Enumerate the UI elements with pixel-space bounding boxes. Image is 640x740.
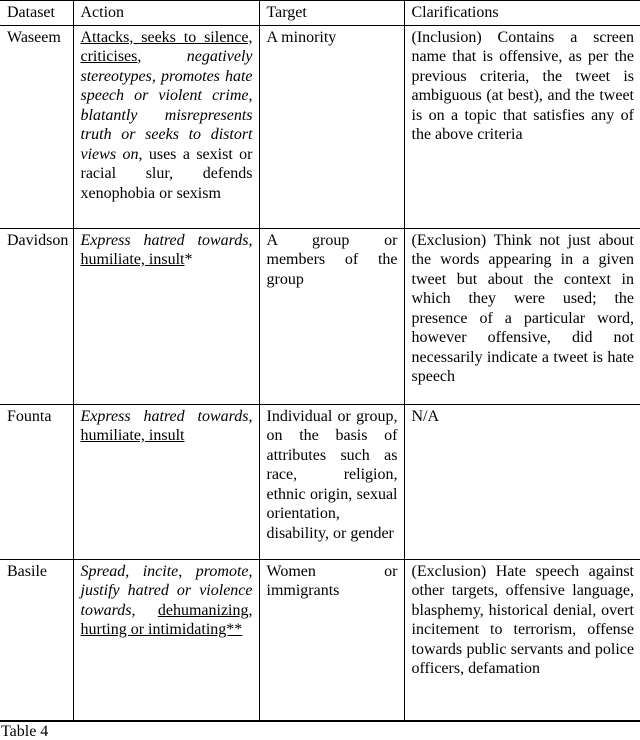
table-caption: Table 4	[1, 723, 49, 740]
table-header-row	[0, 1, 640, 26]
column-header-action: Action	[73, 1, 259, 26]
action-text-segment: *	[184, 251, 193, 268]
action-text-segment: ,	[248, 231, 253, 249]
action-text-segment: Express hatred towards	[80, 407, 249, 425]
action-text-segment: Spread, incite, promote, justify hatred or violence towards	[80, 562, 253, 619]
target-cell: Women or immigrants	[259, 559, 404, 721]
action-text-segment: humiliate, insult	[80, 427, 185, 444]
dataset-name-cell: Waseem	[7, 28, 61, 46]
clarifications-cell: (Exclusion) Hate speech against other targets, offensive language, blasphemy, historical denial, overt incitement to terrorism, offense towards public servants and police officers, defamation	[404, 559, 640, 721]
action-text-segment: , uses a sexist or racial slur, defends xenophobia or sexism	[80, 145, 253, 202]
table-row-founta	[0, 404, 640, 559]
column-header-clarifications: Clarifications	[404, 1, 640, 26]
dataset-name-cell: Davidson	[0, 228, 73, 404]
table-row-davidson	[0, 228, 640, 404]
clarifications-cell: (Exclusion) Think not just about the words appearing in a given tweet but about the context in which they were used; the presence of a particular word, however offensive, did not necessarily indicate a tweet is hate speech	[404, 228, 640, 404]
action-cell	[73, 228, 259, 404]
target-cell: Individual or group, on the basis of attributes such as race, religion, ethnic origin, sexual orientation, disability, or gender	[259, 404, 404, 559]
clarifications-cell: (Inclusion) Contains a screen name that is offensive, as per the previous criteria, the tweet is ambiguous (at best), and the tweet is on a topic that satisfies any of the above criteria	[404, 25, 640, 228]
action-text-segment: ,	[131, 601, 158, 619]
target-cell: A minority	[259, 25, 404, 228]
target-cell: A group or members of the group	[259, 228, 404, 404]
clarifications-cell: N/A	[404, 404, 640, 559]
action-text-segment: humiliate, insult	[80, 251, 185, 268]
action-text-segment: Express hatred towards	[80, 231, 249, 249]
table-row-waseem	[0, 25, 640, 228]
action-text-segment: negatively stereotypes, promotes hate speech or violent crime, blatantly misrepresents truth or seeks to distort views on	[80, 48, 253, 163]
action-text-segment: ,	[137, 48, 187, 65]
table-row-basile	[0, 559, 640, 721]
action-cell	[73, 25, 259, 228]
action-cell	[73, 559, 259, 721]
action-text-segment: Attacks, seeks to silence, criticises	[80, 28, 253, 65]
action-text-segment: ,	[248, 407, 253, 425]
action-text-segment: dehumanizing, hurting or intimidating**	[80, 601, 253, 638]
action-cell	[73, 404, 259, 559]
column-header-dataset: Dataset	[0, 1, 73, 26]
dataset-name-cell: Basile	[0, 559, 73, 721]
dataset-name-cell: Founta	[0, 404, 73, 559]
column-header-target: Target	[259, 1, 404, 26]
